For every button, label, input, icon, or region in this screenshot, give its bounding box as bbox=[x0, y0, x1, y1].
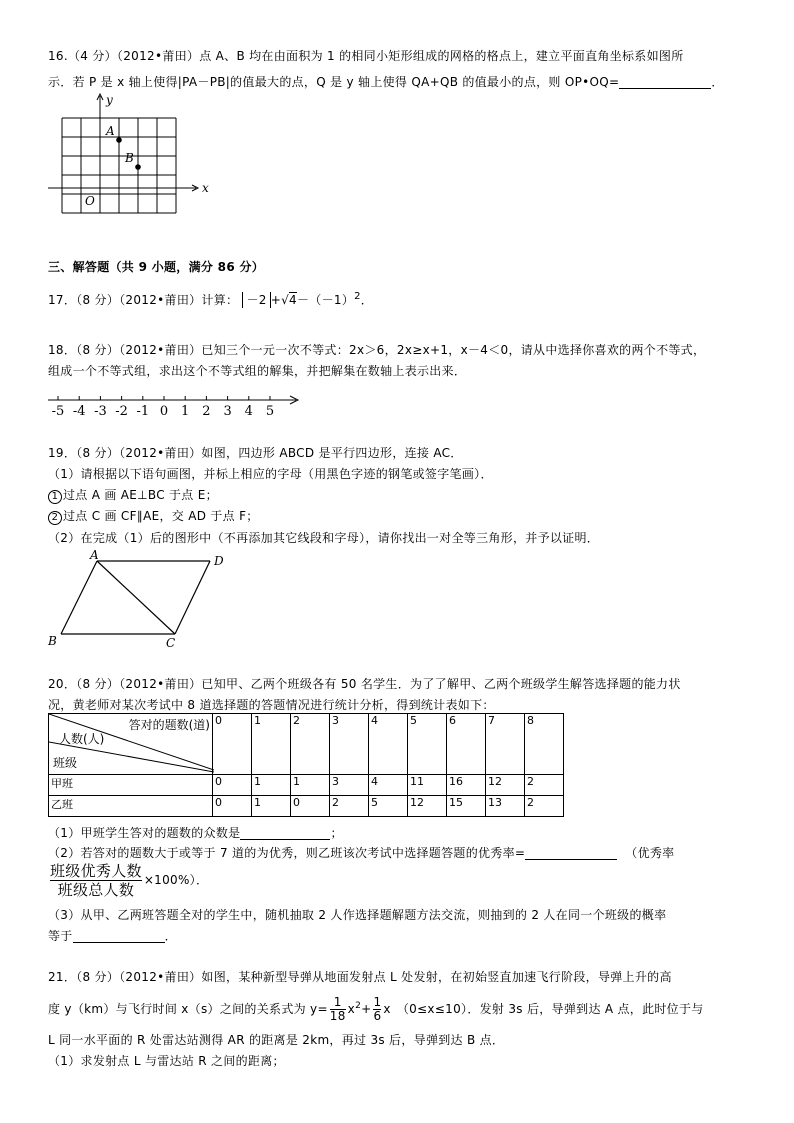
number-line-tick-label: -4 bbox=[72, 404, 86, 419]
q21-f1-den: 18 bbox=[329, 1009, 346, 1023]
q20-part3: （3）从甲、乙两班答题全对的学生中，随机抽取 2 人作选择题解题方法交流，则抽到的 2 人在同一个班级的概率 bbox=[48, 908, 667, 922]
number-line-tick-label: 3 bbox=[223, 404, 232, 419]
q20-part1 bbox=[48, 826, 343, 840]
q17-abs bbox=[242, 292, 270, 308]
q20-part1-end: ； bbox=[330, 826, 343, 840]
q21-x1: x bbox=[383, 1002, 391, 1016]
q17-minus: － bbox=[296, 293, 310, 307]
table-cell: 1 bbox=[252, 775, 291, 796]
table-cell: 12 bbox=[408, 796, 447, 817]
q19-parallelogram-figure bbox=[40, 548, 240, 652]
q19-line1: 19．（8 分）（2012•莆田）如图，四边形 ABCD 是平行四边形，连接 AC． bbox=[48, 446, 463, 460]
table-cell: 3 bbox=[330, 775, 369, 796]
table-cell: 12 bbox=[486, 775, 525, 796]
q16-answer-blank[interactable] bbox=[619, 76, 711, 89]
q20-part2 bbox=[48, 846, 674, 860]
q20-part1-text: （1）甲班学生答对的题数的众数是 bbox=[48, 826, 241, 840]
q20-formula bbox=[48, 862, 208, 899]
q19-line2: （1）请根据以下语句画图，并标上相应的字母（用黑色字迹的钢笔或签字笔画）． bbox=[48, 467, 493, 481]
table-cell: 0 bbox=[213, 796, 252, 817]
q17-abs-value: －2 bbox=[246, 293, 267, 307]
q20-fraction bbox=[50, 862, 142, 899]
table-cell: 4 bbox=[369, 775, 408, 796]
side-ab bbox=[61, 561, 97, 634]
q21-frac2 bbox=[373, 996, 381, 1023]
diagonal-ac bbox=[97, 561, 175, 634]
column-header: 0 bbox=[213, 714, 252, 775]
q20-line1: 20．（8 分）（2012•莆田）已知甲、乙两个班级各有 50 名学生．为了了解甲、乙两个班级学生解答选择题的能力状 bbox=[48, 677, 681, 691]
label-o: O bbox=[85, 194, 95, 208]
column-header: 7 bbox=[486, 714, 525, 775]
row-name: 甲班 bbox=[49, 775, 213, 796]
header-top: 答对的题数(道) bbox=[128, 718, 210, 732]
column-header: 5 bbox=[408, 714, 447, 775]
q20-part3-blank[interactable] bbox=[73, 930, 165, 943]
q19-line3: （2）在完成（1）后的图形中（不再添加其它线段和字母），请你找出一对全等三角形，并予以证明． bbox=[48, 531, 600, 545]
column-header: 8 bbox=[525, 714, 564, 775]
q20-part3-end: ． bbox=[164, 929, 177, 943]
q21-f2-num: 1 bbox=[373, 995, 382, 1009]
q19-step2-text: 过点 C 画 CF∥AE，交 AD 于点 F； bbox=[63, 509, 259, 523]
q21-line4: （1）求发射点 L 与雷达站 R 之间的距离； bbox=[48, 1054, 285, 1068]
q17-text: 17．（8 分）（2012•莆田）计算： bbox=[48, 293, 239, 307]
q17-line bbox=[48, 287, 373, 310]
column-header: 1 bbox=[252, 714, 291, 775]
table-header-row bbox=[49, 714, 564, 775]
q16-line2 bbox=[48, 75, 724, 89]
q21-x2: x bbox=[347, 1002, 356, 1016]
q16-line1: 16.（4 分）（2012•莆田）点 A、B 均在由面积为 1 的相同小矩形组成的网格的格点上，建立平面直角坐标系如图所 bbox=[48, 49, 684, 63]
point-b bbox=[135, 164, 141, 170]
q17-paren: （－1） bbox=[309, 293, 355, 307]
number-line-tick-label: 1 bbox=[181, 404, 190, 419]
q16-line2-text: 示．若 P 是 x 轴上使得|PA－PB|的值最大的点，Q 是 y 轴上使得 QA+QB 的值最小的点，则 OP•OQ= bbox=[48, 75, 620, 89]
q21-line2-a: 度 y（km）与飞行时间 x（s）之间的关系式为 y= bbox=[48, 1002, 328, 1016]
q21-plus: + bbox=[361, 1002, 372, 1016]
table-cell: 16 bbox=[447, 775, 486, 796]
row-name: 乙班 bbox=[49, 796, 213, 817]
q19-step1 bbox=[48, 488, 218, 504]
q20-frac-num: 班级优秀人数 bbox=[50, 862, 142, 880]
number-line-tick-label: -2 bbox=[115, 404, 128, 419]
number-line-tick-label: 4 bbox=[244, 404, 253, 419]
number-line-tick-label: -1 bbox=[136, 404, 150, 419]
q17-exp: 2 bbox=[354, 291, 361, 302]
header-mid: 人数(人) bbox=[59, 732, 105, 746]
q17-sqrt-arg: 4 bbox=[289, 293, 297, 307]
number-line-tick-label: -3 bbox=[94, 404, 107, 419]
q20-line2: 况，黄老师对某次考试中 8 道选择题的答题情况进行统计分析，得到统计表如下： bbox=[48, 698, 495, 712]
table-cell: 2 bbox=[330, 796, 369, 817]
q20-frac-den: 班级总人数 bbox=[57, 881, 135, 899]
column-header: 4 bbox=[369, 714, 408, 775]
label-a: A bbox=[106, 124, 115, 138]
q19-step2-num: 2 bbox=[48, 511, 62, 525]
q21-f2-den: 6 bbox=[373, 1009, 382, 1023]
q20-part2-blank[interactable] bbox=[525, 847, 617, 860]
q21-line1: 21．（8 分）（2012•莆田）如图，某种新型导弹从地面发射点 L 处发射，在初始竖直加速飞行阶段，导弹上升的高 bbox=[48, 970, 672, 984]
q21-line2-b: （0≤x≤10）．发射 3s 后，导弹到达 A 点，此时位于与 bbox=[396, 1002, 704, 1016]
q20-part2-tail: （优秀率 bbox=[625, 846, 675, 860]
x-axis-label: x bbox=[202, 181, 209, 195]
number-line-tick-label: 5 bbox=[265, 404, 275, 419]
q18-line1: 18．（8 分）（2012•莆田）已知三个一元一次不等式：2x＞6，2x≥x+1，x－4＜0，请从中选择你喜欢的两个不等式， bbox=[48, 343, 706, 357]
table-row bbox=[49, 775, 564, 796]
label-a: A bbox=[90, 548, 99, 562]
label-d: D bbox=[214, 554, 224, 568]
table-cell: 1 bbox=[252, 796, 291, 817]
table-cell: 0 bbox=[213, 775, 252, 796]
side-dc bbox=[175, 561, 210, 634]
q18-number-line bbox=[44, 392, 304, 420]
table-cell: 15 bbox=[447, 796, 486, 817]
q18-line2: 组成一个不等式组，求出这个不等式组的解集，并把解集在数轴上表示出来． bbox=[48, 364, 467, 378]
q16-grid-figure bbox=[44, 92, 214, 222]
q21-f1-num: 1 bbox=[330, 996, 346, 1010]
table-cell: 2 bbox=[525, 775, 564, 796]
number-line-tick-label: 2 bbox=[202, 404, 211, 419]
table-diagonal-header bbox=[49, 714, 213, 775]
number-line-tick-label: 0 bbox=[159, 404, 169, 419]
q21-line3: L 同一水平面的 R 处雷达站测得 AR 的距离是 2km，再过 3s 后，导弹到达 B 点． bbox=[48, 1033, 505, 1047]
q20-part2-text: （2）若答对的题数大于或等于 7 道的为优秀，则乙班该次考试中选择题答题的优秀率= bbox=[48, 846, 526, 860]
q17-sqrt-sign: √ bbox=[281, 293, 290, 307]
q19-step1-num: 1 bbox=[48, 490, 62, 504]
label-b: B bbox=[125, 151, 134, 165]
table-cell: 0 bbox=[291, 796, 330, 817]
q17-plus: + bbox=[270, 293, 282, 307]
q19-step2 bbox=[48, 509, 259, 525]
q20-part3-b bbox=[48, 929, 177, 943]
q17-end: ． bbox=[360, 293, 374, 307]
q20-part3-b-text: 等于 bbox=[48, 929, 73, 943]
table-cell: 11 bbox=[408, 775, 447, 796]
column-header: 3 bbox=[330, 714, 369, 775]
stats-table bbox=[48, 713, 564, 817]
q16-line2-end: ． bbox=[711, 75, 724, 89]
label-c: C bbox=[166, 636, 176, 650]
q19-step1-text: 过点 A 画 AE⊥BC 于点 E； bbox=[63, 488, 218, 502]
table-cell: 5 bbox=[369, 796, 408, 817]
q21-frac1 bbox=[330, 996, 346, 1023]
table-row bbox=[49, 796, 564, 817]
q21-sup2: 2 bbox=[355, 1001, 362, 1011]
header-bottom: 班级 bbox=[53, 756, 78, 770]
q20-frac-tail: ×100%）． bbox=[143, 873, 209, 887]
number-line-tick-label: -5 bbox=[51, 404, 65, 419]
y-axis-label: y bbox=[106, 93, 113, 107]
column-header: 6 bbox=[447, 714, 486, 775]
column-header: 2 bbox=[291, 714, 330, 775]
table-cell: 1 bbox=[291, 775, 330, 796]
table-cell: 13 bbox=[486, 796, 525, 817]
point-a bbox=[116, 137, 122, 143]
table-cell: 2 bbox=[525, 796, 564, 817]
q20-part1-blank[interactable] bbox=[240, 827, 330, 840]
q21-line2 bbox=[48, 993, 704, 1023]
label-b: B bbox=[48, 634, 57, 648]
section-title: 三、解答题（共 9 小题，满分 86 分） bbox=[48, 260, 265, 274]
